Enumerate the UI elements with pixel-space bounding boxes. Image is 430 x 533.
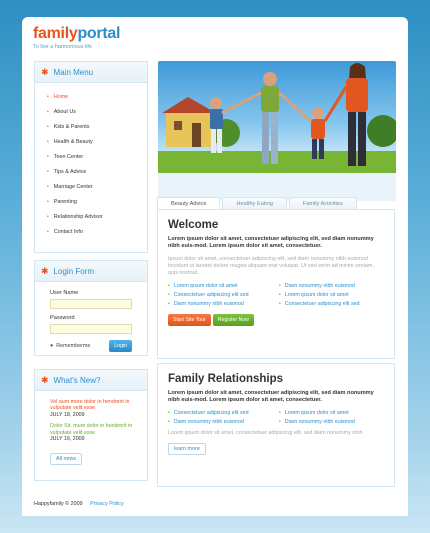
logo[interactable] bbox=[33, 26, 120, 50]
house-wall bbox=[166, 113, 212, 147]
menu-item-label: Kids & Parents bbox=[53, 123, 90, 130]
welcome-link[interactable] bbox=[279, 301, 384, 307]
welcome-link-label: Diam nonummy nibh euismod bbox=[173, 301, 244, 308]
news-item[interactable] bbox=[50, 423, 139, 442]
menu-item-label: Home bbox=[53, 93, 69, 100]
whats-new-title: What's New? bbox=[53, 375, 101, 385]
logo-part-portal: portal bbox=[77, 25, 121, 42]
welcome-link-label: Lorem ipsum dolor sit amet bbox=[173, 283, 238, 290]
login-button[interactable]: Login bbox=[109, 340, 132, 352]
footer-copyright: Happyfamily © 2009 bbox=[34, 501, 83, 507]
relationships-link-label: Diam nonummy nibh euismod bbox=[173, 418, 244, 425]
menu-item-label: Teen Center bbox=[53, 153, 84, 160]
radio-icon[interactable]: ● bbox=[50, 343, 54, 349]
house-roof bbox=[162, 97, 216, 113]
relationships-link[interactable] bbox=[279, 410, 384, 416]
relationships-link-label: Consectetuer adipiscing elit sed bbox=[173, 409, 249, 416]
welcome-link-label: Lorem ipsum dolor sit amet bbox=[284, 292, 349, 299]
news-date: JULY 18, 2009 bbox=[50, 411, 85, 418]
bullet-icon: • bbox=[168, 418, 170, 425]
relationships-link-label: Lorem ipsum dolor sit amet bbox=[284, 409, 349, 416]
bullet-icon: • bbox=[47, 138, 49, 145]
password-label: Password bbox=[50, 315, 75, 321]
girl-head bbox=[312, 107, 324, 119]
welcome-link-label: Consectetuer adipiscing elit sed bbox=[284, 301, 360, 308]
bullet-icon: • bbox=[168, 292, 170, 299]
bullet-icon: • bbox=[47, 183, 49, 190]
menu-item-marriage-center[interactable] bbox=[35, 179, 147, 194]
hero-family-image bbox=[158, 61, 396, 201]
news-item[interactable] bbox=[50, 399, 139, 418]
bullet-icon: • bbox=[279, 301, 281, 308]
learn-more-button[interactable]: learn more bbox=[168, 443, 206, 455]
boy-shirt bbox=[210, 109, 223, 129]
username-label: User Name bbox=[50, 290, 79, 296]
bullet-icon: • bbox=[168, 301, 170, 308]
username-field[interactable] bbox=[50, 299, 132, 309]
page-container bbox=[22, 17, 408, 516]
bullet-icon: • bbox=[279, 409, 281, 416]
menu-item-relationship-advisor[interactable] bbox=[35, 209, 147, 224]
whats-new-body bbox=[35, 391, 147, 465]
tab-family-activities[interactable]: Family Activities bbox=[289, 197, 357, 210]
relationships-link[interactable] bbox=[279, 419, 384, 425]
menu-item-kids-parents[interactable] bbox=[35, 119, 147, 134]
welcome-gray-text: Ipsum dolor sit amet, consectetuer adipiscing elit, sed diam nonummy nibh euismod tincidunt ut laoreet dolore magna aliquam erat volutpat. Ut wisi enim ad minim veniam, quis nostrud. bbox=[168, 255, 374, 277]
remember-me[interactable] bbox=[50, 343, 90, 349]
family-illustration bbox=[158, 61, 396, 201]
menu-item-contact-info[interactable] bbox=[35, 224, 147, 239]
whats-new-header bbox=[35, 370, 147, 391]
bullet-icon: • bbox=[168, 283, 170, 290]
menu-item-home[interactable] bbox=[35, 89, 147, 104]
bullet-icon: • bbox=[47, 93, 49, 100]
boy-head bbox=[210, 97, 222, 109]
welcome-panel bbox=[157, 209, 395, 359]
main-menu-list bbox=[35, 83, 147, 239]
all-news-button[interactable]: All news bbox=[50, 453, 82, 465]
mother-leg bbox=[348, 112, 356, 166]
bullet-icon: • bbox=[47, 228, 49, 235]
menu-item-label: Marriage Center bbox=[53, 183, 93, 190]
footer bbox=[34, 501, 124, 507]
relationships-links bbox=[168, 410, 384, 425]
login-row bbox=[50, 340, 132, 352]
welcome-links bbox=[168, 283, 384, 307]
logo-tagline: To live a harmonious life bbox=[33, 44, 93, 50]
bullet-icon: • bbox=[47, 153, 49, 160]
house-door bbox=[192, 123, 201, 147]
news-text: Vel aum more dolor in hendrerit in vulputate velit esse bbox=[50, 399, 130, 412]
login-box bbox=[34, 260, 148, 356]
bullet-icon: • bbox=[47, 168, 49, 175]
relationships-bold-text: Lorem ipsum dolor sit amet, consectetuer adipiscing elit, sed diam nonummy nibh euis-mod. Lorem ipsum dolor sit amet, consectetuer. bbox=[168, 390, 374, 404]
father-leg bbox=[271, 112, 278, 164]
bullet-icon: • bbox=[47, 123, 49, 130]
start-site-tour-button[interactable]: Start Site Tour bbox=[168, 314, 211, 326]
login-header bbox=[35, 261, 147, 282]
bullet-icon: • bbox=[47, 198, 49, 205]
password-field[interactable] bbox=[50, 324, 132, 334]
main-menu-header bbox=[35, 62, 147, 83]
relationships-body bbox=[158, 364, 394, 455]
welcome-bold-text: Lorem ipsum dolor sit amet, consectetuer adipiscing elit, sed diam nonummy nibh euis-mod. Lorem ipsum dolor sit amet, consectetuer. bbox=[168, 236, 374, 250]
main-menu-box bbox=[34, 61, 148, 253]
whats-new-box bbox=[34, 369, 148, 481]
house-window bbox=[174, 121, 182, 130]
girl-leg bbox=[319, 139, 324, 159]
mother-leg bbox=[358, 112, 366, 166]
tab-beauty-advice[interactable]: Beauty Advice bbox=[157, 197, 220, 210]
login-title: Login Form bbox=[53, 266, 95, 276]
register-now-button[interactable]: Register Now bbox=[213, 314, 254, 326]
menu-item-tips-advice[interactable] bbox=[35, 164, 147, 179]
father-arm bbox=[222, 93, 261, 113]
relationships-panel bbox=[157, 363, 395, 487]
menu-item-teen-center[interactable] bbox=[35, 149, 147, 164]
bullet-icon: • bbox=[47, 213, 49, 220]
tree bbox=[367, 115, 396, 147]
welcome-link[interactable] bbox=[279, 292, 384, 298]
mother-jacket bbox=[346, 78, 368, 112]
welcome-link[interactable] bbox=[168, 301, 273, 307]
relationships-link[interactable] bbox=[168, 410, 273, 416]
boy-leg bbox=[217, 129, 222, 153]
relationships-title: Family Relationships bbox=[168, 373, 284, 385]
bullet-icon: • bbox=[47, 108, 49, 115]
menu-item-label: About Us bbox=[53, 108, 76, 115]
welcome-link[interactable] bbox=[168, 283, 273, 289]
welcome-body bbox=[158, 210, 394, 326]
boy-leg bbox=[211, 129, 216, 153]
bullet-icon: • bbox=[279, 283, 281, 290]
main-menu-title: Main Menu bbox=[53, 67, 94, 77]
privacy-policy-link[interactable]: Privacy Policy bbox=[90, 501, 124, 507]
logo-part-family: family bbox=[33, 25, 78, 42]
welcome-link-label: Diam nonummy nibh euismod bbox=[284, 283, 355, 290]
mother-hair bbox=[349, 63, 366, 79]
mother-arm bbox=[325, 87, 346, 121]
menu-item-parenting[interactable] bbox=[35, 194, 147, 209]
star-icon: ✱ bbox=[41, 374, 49, 385]
menu-item-label: Contact Info bbox=[53, 228, 83, 235]
welcome-link-label: Consectetuer adipiscing elit sed bbox=[173, 292, 249, 299]
menu-item-label: Parenting bbox=[53, 198, 77, 205]
login-body bbox=[35, 282, 147, 352]
relationships-link-label: Diam nonummy nibh euismod bbox=[284, 418, 355, 425]
star-icon: ✱ bbox=[41, 265, 49, 276]
remember-me-label: Rememberme bbox=[56, 343, 91, 349]
welcome-link[interactable] bbox=[168, 292, 273, 298]
father-leg bbox=[262, 112, 269, 164]
menu-item-about-us[interactable] bbox=[35, 104, 147, 119]
menu-item-health-beauty[interactable] bbox=[35, 134, 147, 149]
menu-item-label: Health & Beauty bbox=[53, 138, 93, 145]
girl-shirt bbox=[311, 119, 325, 139]
news-date: JULY 16, 2009 bbox=[50, 436, 85, 443]
news-text: Dolor Sit. mure dolor in hendrerit in vulputate velit esse bbox=[50, 423, 133, 436]
father-head bbox=[263, 72, 277, 86]
welcome-buttons bbox=[168, 314, 384, 326]
welcome-title: Welcome bbox=[168, 219, 219, 231]
logo-text bbox=[33, 26, 120, 42]
father-arm bbox=[279, 93, 311, 121]
bullet-icon: • bbox=[168, 409, 170, 416]
girl-leg bbox=[312, 139, 317, 159]
star-icon: ✱ bbox=[41, 66, 49, 77]
father-shirt bbox=[261, 86, 279, 112]
menu-item-label: Relationship Advisor bbox=[53, 213, 103, 220]
welcome-link[interactable] bbox=[279, 283, 384, 289]
bullet-icon: • bbox=[279, 292, 281, 299]
bullet-icon: • bbox=[279, 418, 281, 425]
relationships-link[interactable] bbox=[168, 419, 273, 425]
menu-item-label: Tips & Advice bbox=[53, 168, 87, 175]
relationships-gray-text: Lorem ipsum dolor sit amet, consectetuer adipiscing elit, sed diam nonummy nibh. bbox=[168, 429, 364, 436]
tab-healthy-eating[interactable]: Healthy Eating bbox=[222, 197, 286, 210]
